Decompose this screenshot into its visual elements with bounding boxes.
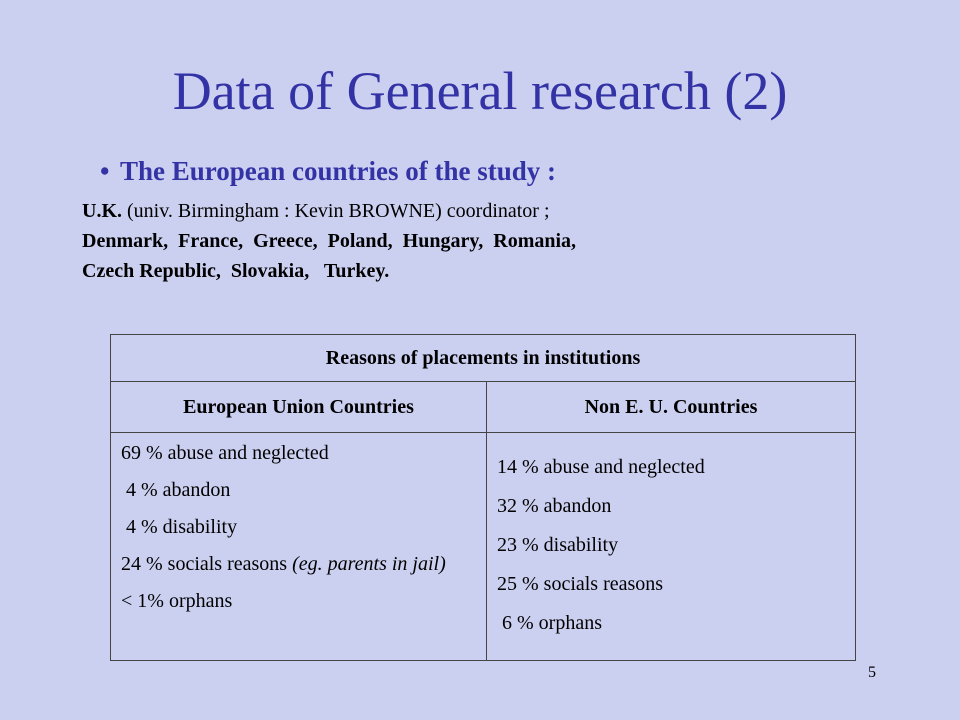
- list-item-text: 24 % socials reasons: [121, 553, 293, 575]
- coordinator-line: [82, 196, 576, 226]
- eu-reasons-cell: [111, 433, 487, 661]
- list-item: 4 % abandon: [121, 479, 231, 501]
- reasons-table: [110, 334, 856, 661]
- bullet-heading: [100, 156, 556, 187]
- list-item-note: (eg. parents in jail): [292, 553, 446, 575]
- bullet-text: The European countries of the study :: [120, 156, 557, 186]
- coordinator-country: U.K.: [82, 200, 122, 222]
- countries-block: [82, 196, 576, 286]
- table-title: Reasons of placements in institutions: [111, 335, 856, 382]
- page-number: 5: [868, 664, 876, 681]
- coordinator-detail: (univ. Birmingham : Kevin BROWNE) coordinator ;: [122, 200, 550, 222]
- countries-line-2: Czech Republic, Slovakia, Turkey.: [82, 260, 390, 282]
- list-item: 25 % socials reasons: [497, 573, 664, 595]
- list-item: 6 % orphans: [497, 612, 602, 634]
- list-item: 4 % disability: [121, 516, 238, 538]
- list-item: 23 % disability: [497, 534, 619, 556]
- column-header-eu: European Union Countries: [111, 382, 487, 433]
- bullet-dot-icon: •: [100, 156, 110, 186]
- list-item: 69 % abuse and neglected: [121, 442, 329, 464]
- list-item: < 1% orphans: [121, 590, 233, 612]
- list-item: 14 % abuse and neglected: [497, 456, 705, 478]
- list-item: [121, 552, 476, 577]
- column-header-non-eu: Non E. U. Countries: [487, 382, 856, 433]
- list-item: 32 % abandon: [497, 495, 612, 517]
- slide-title: Data of General research (2): [172, 61, 788, 121]
- non-eu-reasons-cell: [487, 433, 856, 661]
- countries-line-1: Denmark, France, Greece, Poland, Hungary, Romania,: [82, 230, 577, 252]
